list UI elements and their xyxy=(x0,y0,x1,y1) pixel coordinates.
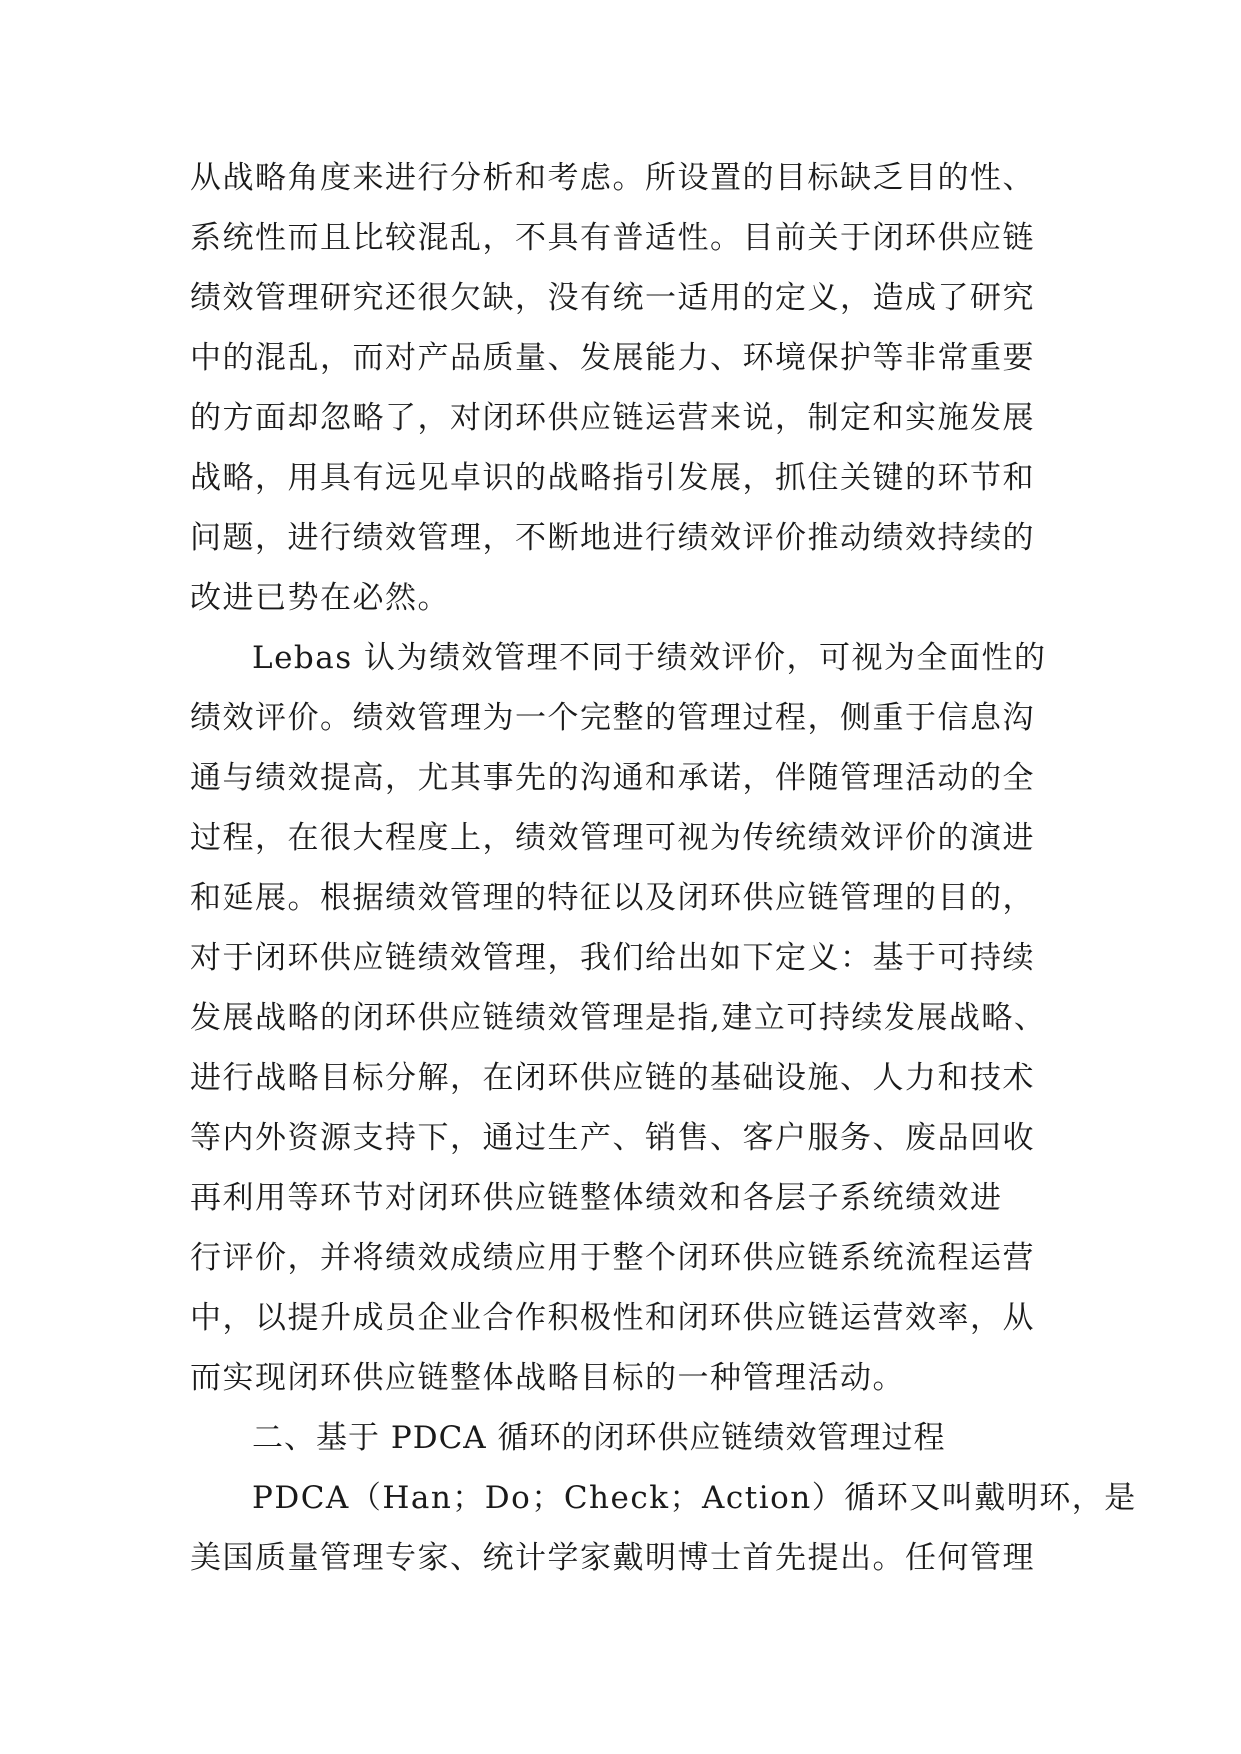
text-line: 等内外资源支持下，通过生产、销售、客户服务、废品回收 xyxy=(190,1120,1035,1156)
text-line: 过程，在很大程度上，绩效管理可视为传统绩效评价的演进 xyxy=(190,820,1035,856)
text-line: 改进已势在必然。 xyxy=(190,580,450,616)
text-line: 而实现闭环供应链整体战略目标的一种管理活动。 xyxy=(190,1360,905,1396)
text-line: 美国质量管理专家、统计学家戴明博士首先提出。任何管理 xyxy=(190,1540,1035,1576)
text-line: 战略，用具有远见卓识的战略指引发展，抓住关键的环节和 xyxy=(190,460,1035,496)
text-line: 的方面却忽略了，对闭环供应链运营来说，制定和实施发展 xyxy=(190,400,1035,436)
text-line: 绩效管理研究还很欠缺，没有统一适用的定义，造成了研究 xyxy=(190,280,1035,316)
body-text xyxy=(190,158,1137,1598)
paragraph-first-line: PDCA（Han；Do；Check；Action）循环又叫戴明环，是 xyxy=(252,1480,1137,1516)
text-line: 中的混乱，而对产品质量、发展能力、环境保护等非常重要 xyxy=(190,340,1035,376)
text-line: 对于闭环供应链绩效管理，我们给出如下定义：基于可持续 xyxy=(190,940,1035,976)
text-line: 问题，进行绩效管理，不断地进行绩效评价推动绩效持续的 xyxy=(190,520,1035,556)
section-heading: 二、基于 PDCA 循环的闭环供应链绩效管理过程 xyxy=(252,1420,946,1456)
text-line: 和延展。根据绩效管理的特征以及闭环供应链管理的目的， xyxy=(190,880,1035,916)
text-line: 再利用等环节对闭环供应链整体绩效和各层子系统绩效进 xyxy=(190,1180,1003,1216)
text-line: 行评价，并将绩效成绩应用于整个闭环供应链系统流程运营 xyxy=(190,1240,1035,1276)
paragraph-first-line: Lebas 认为绩效管理不同于绩效评价，可视为全面性的 xyxy=(252,640,1047,676)
text-line: 进行战略目标分解，在闭环供应链的基础设施、人力和技术 xyxy=(190,1060,1035,1096)
text-line: 绩效评价。绩效管理为一个完整的管理过程，侧重于信息沟 xyxy=(190,700,1035,736)
text-line: 中，以提升成员企业合作积极性和闭环供应链运营效率，从 xyxy=(190,1300,1035,1336)
text-line: 通与绩效提高，尤其事先的沟通和承诺，伴随管理活动的全 xyxy=(190,760,1035,796)
text-line: 发展战略的闭环供应链绩效管理是指,建立可持续发展战略、 xyxy=(190,1000,1047,1036)
text-line: 从战略角度来进行分析和考虑。所设置的目标缺乏目的性、 xyxy=(190,160,1035,196)
text-line: 系统性而且比较混乱，不具有普适性。目前关于闭环供应链 xyxy=(190,220,1035,256)
